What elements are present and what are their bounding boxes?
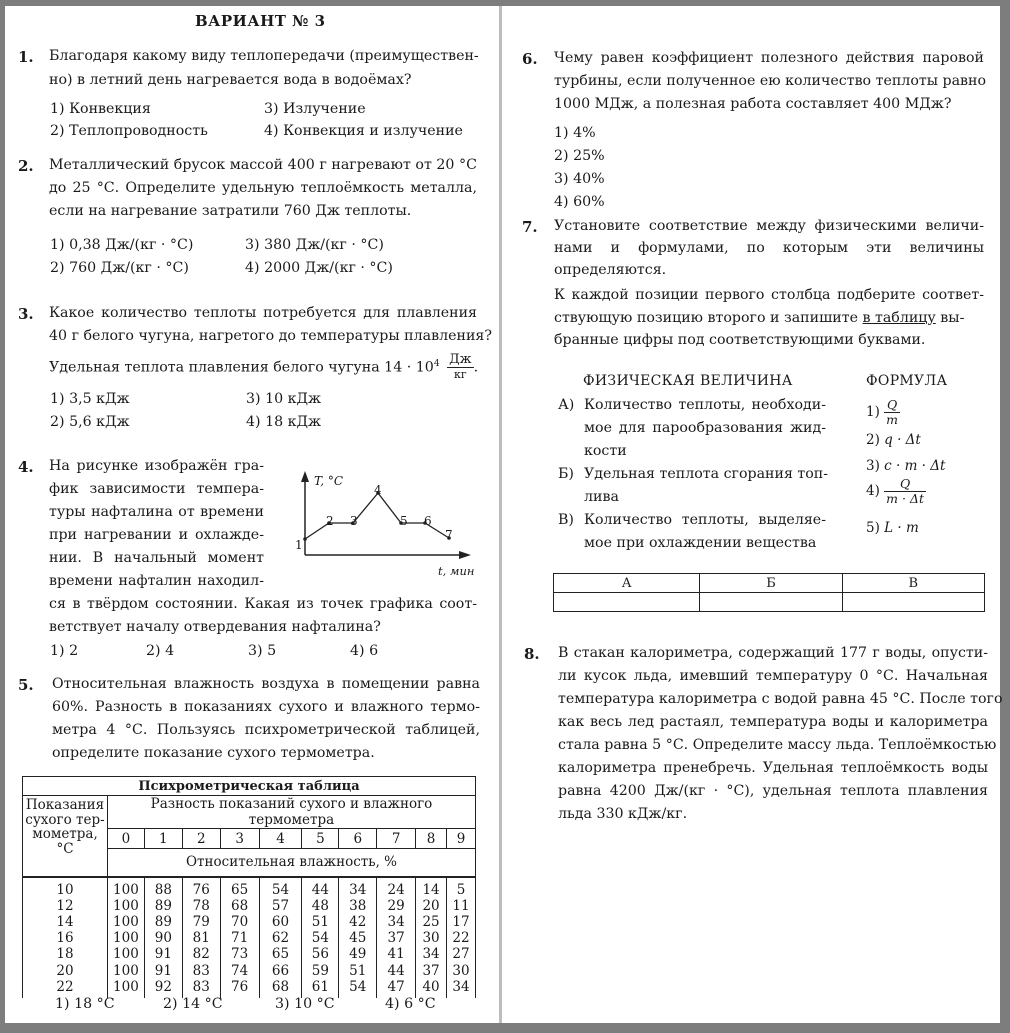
question-number: 1. bbox=[18, 48, 34, 66]
denominator: m · Δt bbox=[886, 491, 924, 506]
quantity-text: мое при охлаждении вещества bbox=[584, 535, 817, 551]
diff-value: 2 bbox=[182, 829, 220, 849]
diff-value: 0 bbox=[107, 829, 144, 849]
quantity-text: Количество теплоты, выделяе- bbox=[584, 512, 826, 528]
humidity-column-5: 44 48 51 54 56 59 61 bbox=[302, 877, 339, 998]
question-text: до 25 °С. Определите удельную теплоёмкость металла, bbox=[49, 180, 477, 196]
question-text: равна 4200 Дж/(кг · °С), удельная теплота плавления bbox=[558, 783, 988, 799]
diff-value: 6 bbox=[339, 829, 377, 849]
quantity-text: лива bbox=[584, 489, 619, 505]
formula-1 bbox=[866, 398, 900, 427]
humidity-column-1: 88 89 89 90 91 91 92 bbox=[144, 877, 182, 998]
graph-x-axis-label: t, мин bbox=[438, 564, 475, 578]
psychrometric-table bbox=[22, 776, 476, 998]
answer-option[interactable]: 4) 6 °С bbox=[385, 996, 436, 1012]
question-text: льда 330 кДж/кг. bbox=[558, 806, 688, 822]
answer-table bbox=[553, 573, 985, 612]
question-text: Какое количество теплоты потребуется для плавления bbox=[49, 305, 477, 321]
quantity-letter: А) bbox=[558, 397, 575, 413]
quantity-text: мое для парообразования жид- bbox=[584, 420, 826, 436]
formula-number: 5) bbox=[866, 520, 880, 536]
question-text: Относительная влажность воздуха в помещении равна bbox=[52, 676, 480, 692]
question-text: К каждой позиции первого столбца подберите соответ- bbox=[554, 287, 984, 303]
table-title: Психрометрическая таблица bbox=[23, 777, 476, 796]
denominator: m bbox=[886, 412, 899, 427]
answer-cell-v[interactable] bbox=[842, 593, 984, 612]
formula-2 bbox=[866, 432, 921, 448]
header-line: °С bbox=[56, 840, 74, 857]
humidity-column-9: 5 11 17 22 27 30 34 bbox=[447, 877, 476, 998]
question-text bbox=[49, 353, 478, 382]
question-text: Чему равен коэффициент полезного действия паровой bbox=[554, 50, 984, 66]
diff-value: 9 bbox=[447, 829, 476, 849]
humidity-column-3: 65 68 70 71 73 74 76 bbox=[220, 877, 259, 998]
answer-cell-a[interactable] bbox=[554, 593, 700, 612]
answer-header-v: В bbox=[842, 574, 984, 593]
question-text: фик зависимости темпера- bbox=[49, 481, 264, 497]
answer-option[interactable]: 4) Конвекция и излучение bbox=[264, 123, 463, 139]
question-text: нии. В начальный момент bbox=[49, 550, 264, 566]
column-header-quantity: ФИЗИЧЕСКАЯ ВЕЛИЧИНА bbox=[583, 373, 793, 389]
formula-number: 1) bbox=[866, 404, 880, 420]
graph-point-label: 2 bbox=[326, 514, 334, 528]
question-text: Благодаря какому виду теплопередачи (преимуществен- bbox=[49, 48, 479, 64]
numerator: Q bbox=[884, 477, 926, 492]
header-line: сухого тер- bbox=[25, 811, 105, 828]
question-text: туры нафталина от времени bbox=[49, 504, 264, 520]
period: . bbox=[473, 359, 479, 376]
dry-temp: 22 bbox=[56, 978, 74, 995]
answer-option[interactable]: 2) 5,6 кДж bbox=[50, 414, 130, 430]
answer-option[interactable]: 3) 10 кДж bbox=[246, 391, 322, 407]
humidity-column-6: 34 38 42 45 49 51 54 bbox=[339, 877, 377, 998]
dry-temp: 14 bbox=[56, 913, 74, 930]
formula-number: 3) bbox=[866, 458, 880, 474]
question-text: калориметра пренебречь. Удельная теплоёмкость воды bbox=[558, 760, 988, 776]
answer-option[interactable]: 3) 10 °С bbox=[275, 996, 335, 1012]
answer-option[interactable]: 3) 40% bbox=[554, 171, 605, 187]
quantity-text: кости bbox=[584, 443, 627, 459]
question-text: 60%. Разность в показаниях сухого и влажного термо- bbox=[52, 699, 480, 715]
question-text: турбины, если полученное ею количество теплоты равно bbox=[554, 73, 987, 89]
humidity-column-2: 76 78 79 81 82 83 83 bbox=[182, 877, 220, 998]
answer-option[interactable]: 1) 3,5 кДж bbox=[50, 391, 130, 407]
column-header-formula: ФОРМУЛА bbox=[866, 373, 948, 389]
dry-temp: 12 bbox=[56, 897, 74, 914]
humidity-column-7: 24 29 34 37 41 44 47 bbox=[377, 877, 416, 998]
formula-text: q · Δt bbox=[884, 432, 921, 448]
question-number: 8. bbox=[524, 645, 540, 663]
exponent: 4 bbox=[433, 358, 440, 369]
quantity-text: Количество теплоты, необходи- bbox=[584, 397, 826, 413]
formula-4 bbox=[866, 477, 926, 506]
difference-header: Разность показаний сухого и влажного термометра bbox=[107, 796, 475, 829]
formula-text: c · m · Δt bbox=[884, 458, 946, 474]
graph-point-label: 3 bbox=[350, 514, 358, 528]
question-text: если на нагревание затратили 760 Дж теплоты. bbox=[49, 203, 412, 219]
dry-thermometer-header bbox=[23, 796, 108, 877]
humidity-column-4: 54 57 60 62 65 66 68 bbox=[259, 877, 302, 998]
underlined-text: в таблицу bbox=[862, 310, 936, 326]
question-text: 1000 МДж, а полезная работа составляет 400 МДж? bbox=[554, 96, 952, 112]
answer-option[interactable]: 1) 2 bbox=[50, 643, 79, 659]
formula-fraction bbox=[884, 398, 900, 427]
answer-header-b: Б bbox=[700, 574, 842, 593]
question-text: 40 г белого чугуна, нагретого до температуры плавления? bbox=[49, 328, 492, 344]
text-part: вы- bbox=[935, 310, 965, 326]
question-text: нами и формулами, по которым эти величины bbox=[554, 240, 984, 256]
dry-temp-column bbox=[23, 877, 108, 998]
formula-number: 4) bbox=[866, 483, 880, 499]
question-text: ветствует началу отвердевания нафталина? bbox=[49, 619, 381, 635]
question-text: На рисунке изображён гра- bbox=[49, 458, 264, 474]
dry-temp: 20 bbox=[56, 962, 74, 979]
diff-value: 5 bbox=[302, 829, 339, 849]
answer-option[interactable]: 3) 5 bbox=[248, 643, 277, 659]
formula-fraction bbox=[884, 477, 926, 506]
diff-value: 8 bbox=[416, 829, 447, 849]
answer-cell-b[interactable] bbox=[700, 593, 842, 612]
header-line: Показания bbox=[25, 797, 105, 813]
question-text: Металлический брусок массой 400 г нагревают от 20 °С bbox=[49, 157, 477, 173]
diff-value: 4 bbox=[259, 829, 302, 849]
question-text: температура калориметра с водой равна 45 °С. После того bbox=[558, 691, 1003, 707]
graph-point-label: 1 bbox=[295, 538, 303, 552]
formula-5 bbox=[866, 520, 919, 536]
question-number: 2. bbox=[18, 157, 34, 175]
answer-option[interactable]: 4) 6 bbox=[350, 643, 379, 659]
unit-numerator: Дж bbox=[449, 352, 472, 367]
unit-denominator: кг bbox=[454, 368, 467, 381]
dry-temp: 18 bbox=[56, 946, 74, 963]
answer-option[interactable]: 3) Излучение bbox=[264, 101, 366, 117]
answer-option[interactable]: 4) 18 кДж bbox=[246, 414, 322, 430]
graph-point-label: 6 bbox=[424, 514, 432, 528]
question-text: стала равна 5 °С. Определите массу льда. Теплоёмкостью bbox=[558, 737, 997, 753]
answer-option[interactable]: 1) 4% bbox=[554, 125, 596, 141]
graph-point-label: 5 bbox=[400, 514, 408, 528]
formula-3 bbox=[866, 458, 945, 474]
question-text: определите показание сухого термометра. bbox=[52, 745, 375, 761]
diff-value: 7 bbox=[377, 829, 416, 849]
question-number: 6. bbox=[522, 50, 538, 68]
answer-option[interactable]: 1) 18 °С bbox=[55, 996, 115, 1012]
question-text: бранные цифры под соответствующими буквами. bbox=[554, 332, 926, 348]
question-text: Установите соответствие между физическими величи- bbox=[554, 218, 984, 234]
graph-point-label: 7 bbox=[445, 528, 453, 542]
question-text bbox=[554, 310, 984, 326]
text-part: ствующую позицию второго и запишите bbox=[554, 310, 863, 326]
formula-number: 2) bbox=[866, 432, 880, 448]
question-text: как весь лед растаял, температура воды и калориметра bbox=[558, 714, 988, 730]
numerator: Q bbox=[884, 398, 900, 413]
humidity-column-8: 14 20 25 30 34 37 40 bbox=[416, 877, 447, 998]
answer-option[interactable]: 2) Теплопроводность bbox=[50, 123, 208, 139]
question-text: метра 4 °С. Пользуясь психрометрической таблицей, bbox=[52, 722, 480, 738]
question-text: но) в летний день нагревается вода в водоёмах? bbox=[49, 72, 412, 88]
answer-option[interactable]: 1) 0,38 Дж/(кг · °С) bbox=[50, 237, 194, 253]
answer-option[interactable]: 1) Конвекция bbox=[50, 101, 151, 117]
answer-option[interactable]: 2) 4 bbox=[146, 643, 175, 659]
question-text: ся в твёрдом состоянии. Какая из точек графика соот- bbox=[49, 596, 477, 612]
answer-option[interactable]: 4) 2000 Дж/(кг · °С) bbox=[245, 260, 393, 276]
graph-y-axis-label: T, °C bbox=[314, 474, 344, 488]
dry-temp: 16 bbox=[56, 930, 74, 947]
answer-option[interactable]: 2) 760 Дж/(кг · °С) bbox=[50, 260, 189, 276]
quantity-letter: В) bbox=[558, 512, 574, 528]
question-text: определяются. bbox=[554, 262, 667, 278]
question-number: 3. bbox=[18, 305, 34, 323]
question-text: ли кусок льда, имевший температуру 0 °С. Начальная bbox=[558, 668, 988, 684]
graph-point-label: 4 bbox=[374, 483, 382, 497]
answer-header-a: А bbox=[554, 574, 700, 593]
humidity-header: Относительная влажность, % bbox=[107, 849, 475, 877]
diff-value: 1 bbox=[144, 829, 182, 849]
variant-title: ВАРИАНТ № 3 bbox=[195, 12, 326, 30]
formula-text: L · m bbox=[884, 520, 919, 536]
dry-temp: 10 bbox=[56, 881, 74, 898]
answer-option[interactable]: 2) 25% bbox=[554, 148, 605, 164]
unit-fraction bbox=[447, 353, 474, 382]
quantity-text: Удельная теплота сгорания топ- bbox=[584, 466, 829, 482]
answer-option[interactable]: 3) 380 Дж/(кг · °С) bbox=[245, 237, 384, 253]
question-text: при нагревании и охлажде- bbox=[49, 527, 264, 543]
diff-value: 3 bbox=[220, 829, 259, 849]
answer-option[interactable]: 2) 14 °С bbox=[163, 996, 223, 1012]
question-number: 7. bbox=[522, 218, 538, 236]
question-text: времени нафталин находил- bbox=[49, 573, 264, 589]
humidity-column-0: 100 100 100 100 100 100 100 bbox=[107, 877, 144, 998]
question-text: В стакан калориметра, содержащий 177 г воды, опусти- bbox=[558, 645, 988, 661]
header-line: мометра, bbox=[32, 826, 98, 842]
answer-option[interactable]: 4) 60% bbox=[554, 194, 605, 210]
question-number: 5. bbox=[18, 676, 34, 694]
question-text-part: Удельная теплота плавления белого чугуна 14 · 10 bbox=[49, 359, 434, 376]
quantity-letter: Б) bbox=[558, 466, 574, 482]
question-number: 4. bbox=[18, 458, 34, 476]
